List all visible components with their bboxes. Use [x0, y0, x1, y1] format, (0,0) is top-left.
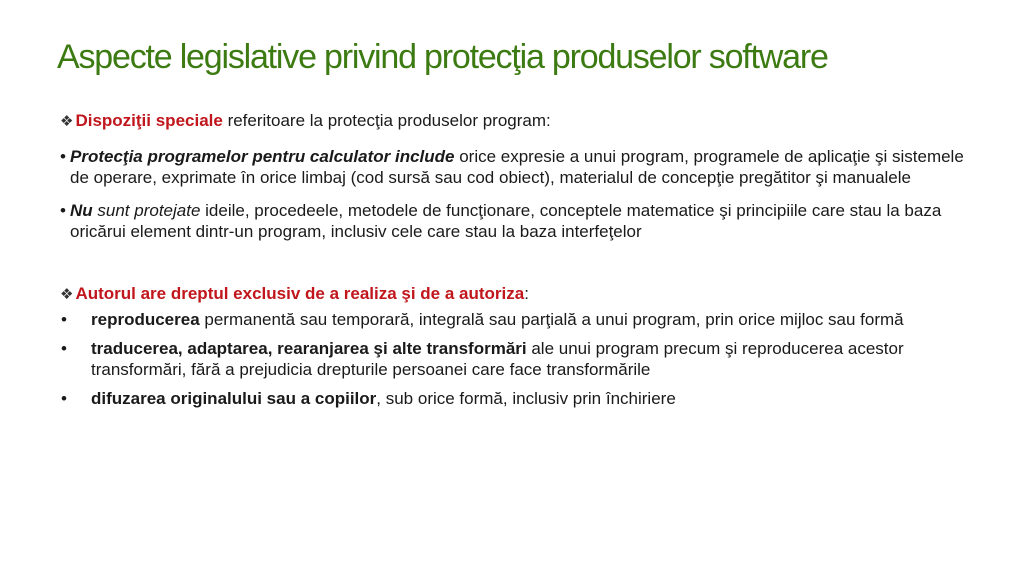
- section-spacer: [60, 254, 980, 283]
- para1-bold-italic: Protecţia programelor pentru calculator include: [70, 147, 455, 166]
- para1-rest: orice expresie a unui program, programele de aplicaţie şi sistemele de operare, exprimate în orice limbaj (cod sursă sau cod obiect), materialul de concepţie pregătitor şi manualele: [70, 147, 964, 187]
- bullet-icon: •: [61, 389, 67, 408]
- list-item: [60, 338, 980, 380]
- list-item-bold: reproducerea: [91, 310, 200, 329]
- list-item-bold: traducerea, adaptarea, rearanjarea şi alte transformări: [91, 339, 527, 358]
- para2-italic: sunt protejate: [92, 201, 201, 220]
- section1-paragraph-2: [60, 200, 980, 242]
- section2-heading: [60, 283, 980, 305]
- diamond-bullet-icon: ❖: [60, 113, 74, 130]
- diamond-bullet-icon: ❖: [60, 286, 74, 303]
- section1-paragraph-1: [60, 146, 980, 188]
- para2-bold-italic: Nu: [70, 201, 93, 220]
- section1-heading: [60, 110, 980, 132]
- bullet-icon: •: [60, 147, 66, 166]
- bullet-icon: •: [60, 201, 66, 220]
- section1-heading-rest: referitoare la protecţia produselor program:: [222, 111, 551, 130]
- section2-heading-rest: :: [524, 284, 529, 303]
- list-item: [60, 388, 980, 409]
- section1-heading-bold: Dispoziţii speciale: [75, 111, 223, 130]
- list-item: [60, 309, 980, 330]
- slide-title: Aspecte legislative privind protecţia produselor software: [57, 38, 828, 76]
- list-item-rest: , sub orice formă, inclusiv prin închiriere: [376, 389, 676, 408]
- slide-content: [60, 110, 980, 417]
- bullet-icon: •: [61, 339, 67, 358]
- rights-list: [60, 309, 980, 409]
- list-item-rest: permanentă sau temporară, integrală sau parţială a unui program, prin orice mijloc sau formă: [199, 310, 904, 329]
- section2-heading-bold: Autorul are dreptul exclusiv de a realiza şi de a autoriza: [75, 284, 525, 303]
- list-item-bold: difuzarea originalului sau a copiilor: [91, 389, 377, 408]
- para2-rest: ideile, procedeele, metodele de funcţionare, conceptele matematice şi principiile care stau la baza oricărui element dintr-un program, inclusiv cele care stau la baza interfeţelor: [70, 201, 942, 241]
- bullet-icon: •: [61, 310, 67, 329]
- list-item-rest: ale unui program precum şi reproducerea acestor transformări, fără a prejudicia drepturile persoanei care face transformările: [91, 339, 904, 379]
